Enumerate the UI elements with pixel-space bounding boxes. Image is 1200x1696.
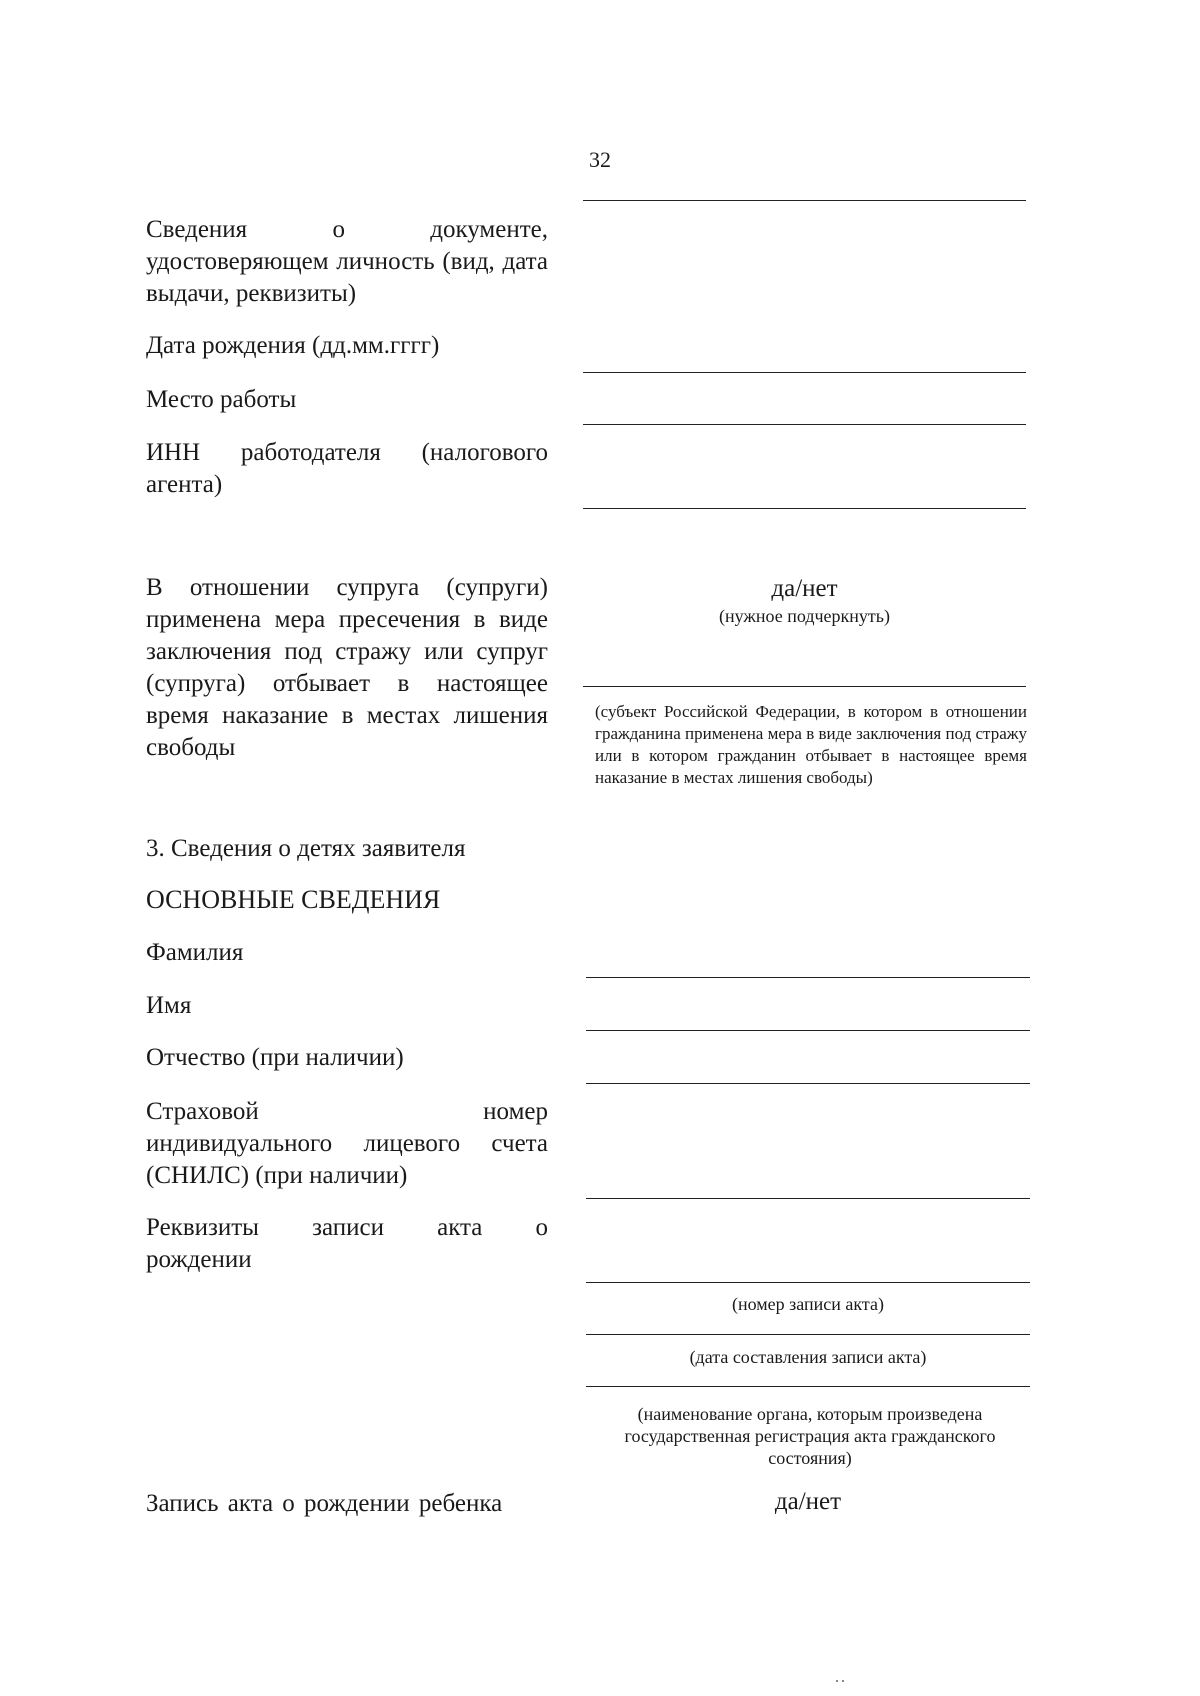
- employer-inn-line[interactable]: [583, 508, 1026, 509]
- custody-hint: (нужное подчеркнуть): [719, 606, 890, 626]
- custody-question-label: В отношении супруга (супруги) применена мера пресечения в виде заключения под стражу или супруг (супруга) отбывает в настоящее время наказание в местах лишения свободы: [146, 574, 548, 761]
- birth-record-word: записи: [312, 1214, 384, 1241]
- birth-date-label: Дата рождения (дд.мм.гггг): [146, 332, 440, 359]
- registry-body-line[interactable]: [586, 1386, 1030, 1387]
- snils-label: [146, 1096, 548, 1192]
- scan-speck: [836, 1680, 838, 1682]
- patronymic-line[interactable]: [586, 1083, 1030, 1084]
- custody-yes-no[interactable]: да/нет: [771, 575, 838, 602]
- snils-label-rest: индивидуального лицевого счета (СНИЛС) (при наличии): [146, 1130, 548, 1189]
- scan-speck: [842, 1680, 844, 1682]
- record-date-hint: (дата составления записи акта): [689, 1347, 927, 1367]
- page-number: 32: [589, 147, 611, 172]
- child-birth-record-yes-no[interactable]: да/нет: [774, 1488, 842, 1515]
- section-3-subtitle: ОСНОВНЫЕ СВЕДЕНИЯ: [146, 885, 441, 914]
- snils-word: Страховой: [146, 1098, 259, 1125]
- id-document-label: [146, 214, 548, 310]
- birth-record-label: [146, 1212, 548, 1276]
- id-document-label-rest: удостоверяющем личность (вид, дата выдачи, реквизиты): [146, 248, 548, 307]
- record-number-hint: (номер записи акта): [732, 1294, 884, 1314]
- id-document-word: Сведения: [146, 216, 248, 243]
- name-label: Имя: [146, 992, 192, 1019]
- custody-region-line[interactable]: [583, 686, 1026, 687]
- birth-record-word: акта: [437, 1214, 483, 1241]
- workplace-line[interactable]: [583, 424, 1026, 425]
- employer-inn-label: ИНН работодателя (налогового агента): [146, 439, 548, 498]
- registry-body-hint: (наименование органа, которым произведена государственная регистрация акта гражданского состояния): [624, 1404, 996, 1468]
- id-document-word: документе,: [430, 216, 548, 243]
- snils-line[interactable]: [586, 1198, 1030, 1199]
- id-document-word: о: [332, 216, 345, 243]
- surname-label: Фамилия: [146, 939, 244, 966]
- section-3-title: 3. Сведения о детях заявителя: [146, 835, 466, 862]
- birth-record-word: о: [535, 1214, 548, 1241]
- birth-record-word: Реквизиты: [146, 1214, 259, 1241]
- birth-record-label-rest: рождении: [146, 1246, 252, 1273]
- snils-word: номер: [483, 1098, 548, 1125]
- patronymic-label: Отчество (при наличии): [146, 1044, 404, 1071]
- id-document-line[interactable]: [583, 200, 1026, 201]
- child-birth-record-label: Запись акта о рождении ребенка: [146, 1490, 503, 1517]
- name-line[interactable]: [586, 1030, 1030, 1031]
- record-number-line[interactable]: [586, 1282, 1030, 1283]
- surname-line[interactable]: [586, 977, 1030, 978]
- custody-region-hint: (субъект Российской Федерации, в котором в отношении гражданина применена мера в виде заключения под стражу или в котором гражданин отбывает в настоящее время наказание в местах лишения свободы): [595, 702, 1027, 787]
- record-date-line[interactable]: [586, 1334, 1030, 1335]
- workplace-label: Место работы: [146, 386, 297, 413]
- birth-date-line[interactable]: [583, 372, 1026, 373]
